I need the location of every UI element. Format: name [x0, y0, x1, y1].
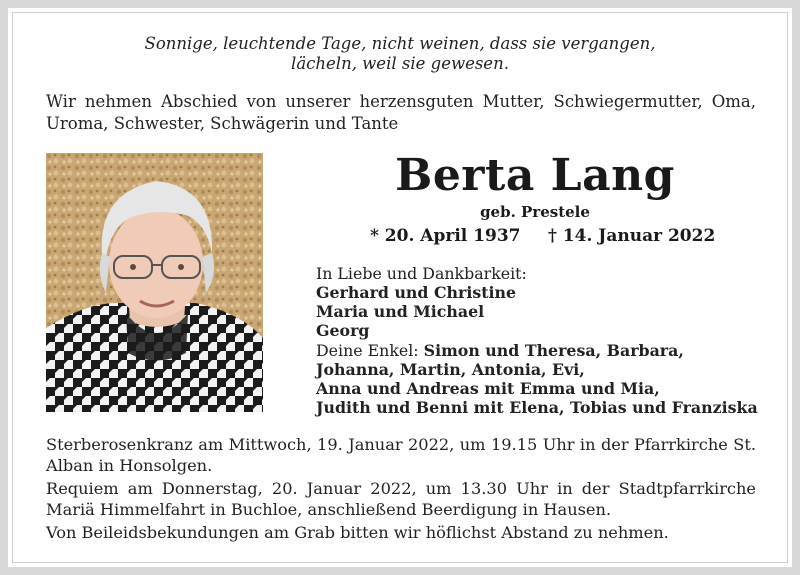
rosary-notice: Sterberosenkranz am Mittwoch, 19. Januar 2022, um 19.15 Uhr in der Pfarrkirche St. Alban in Honsolgen. [46, 435, 756, 475]
grandchildren-line-3: Anna und Andreas mit Emma und Mia, [316, 379, 660, 398]
intro-text: Wir nehmen Abschied von unserer herzensguten Mutter, Schwiegermutter, Oma, Uroma, Schwester, Schwägerin und Tante [46, 92, 756, 133]
requiem-notice: Requiem am Donnerstag, 20. Januar 2022, um 13.30 Uhr in der Stadtpfarrkirche Mariä Himmelfahrt in Buchloe, anschließend Beerdigung in Hausen. [46, 479, 756, 519]
grandchildren-names-1: Simon und Theresa, Barbara, [423, 341, 684, 360]
grandchildren-line-2: Johanna, Martin, Antonia, Evi, [316, 360, 585, 379]
family-intro: In Liebe und Dankbarkeit: [316, 264, 527, 283]
portrait-photo [46, 153, 263, 412]
condolence-notice: Von Beileidsbekundungen am Grab bitten wir höflichst Abstand zu nehmen. [46, 523, 669, 542]
grandchildren-line-1 [316, 341, 684, 360]
birth-date: * 20. April 1937 [370, 226, 521, 246]
family-line-2: Maria und Michael [316, 302, 485, 321]
family-line-1: Gerhard und Christine [316, 283, 517, 302]
grandchildren-line-4: Judith und Benni mit Elena, Tobias und Franziska [316, 398, 758, 417]
family-line-3: Georg [316, 321, 370, 340]
birth-name: geb. Prestele [480, 203, 590, 221]
death-date: † 14. Januar 2022 [548, 226, 716, 246]
grandchildren-label: Deine Enkel: [316, 341, 419, 360]
deceased-name: Berta Lang [395, 150, 675, 201]
motto-line-1: Sonnige, leuchtende Tage, nicht weinen, dass sie vergangen, [144, 34, 656, 53]
motto-line-2: lächeln, weil sie gewesen. [291, 54, 509, 73]
